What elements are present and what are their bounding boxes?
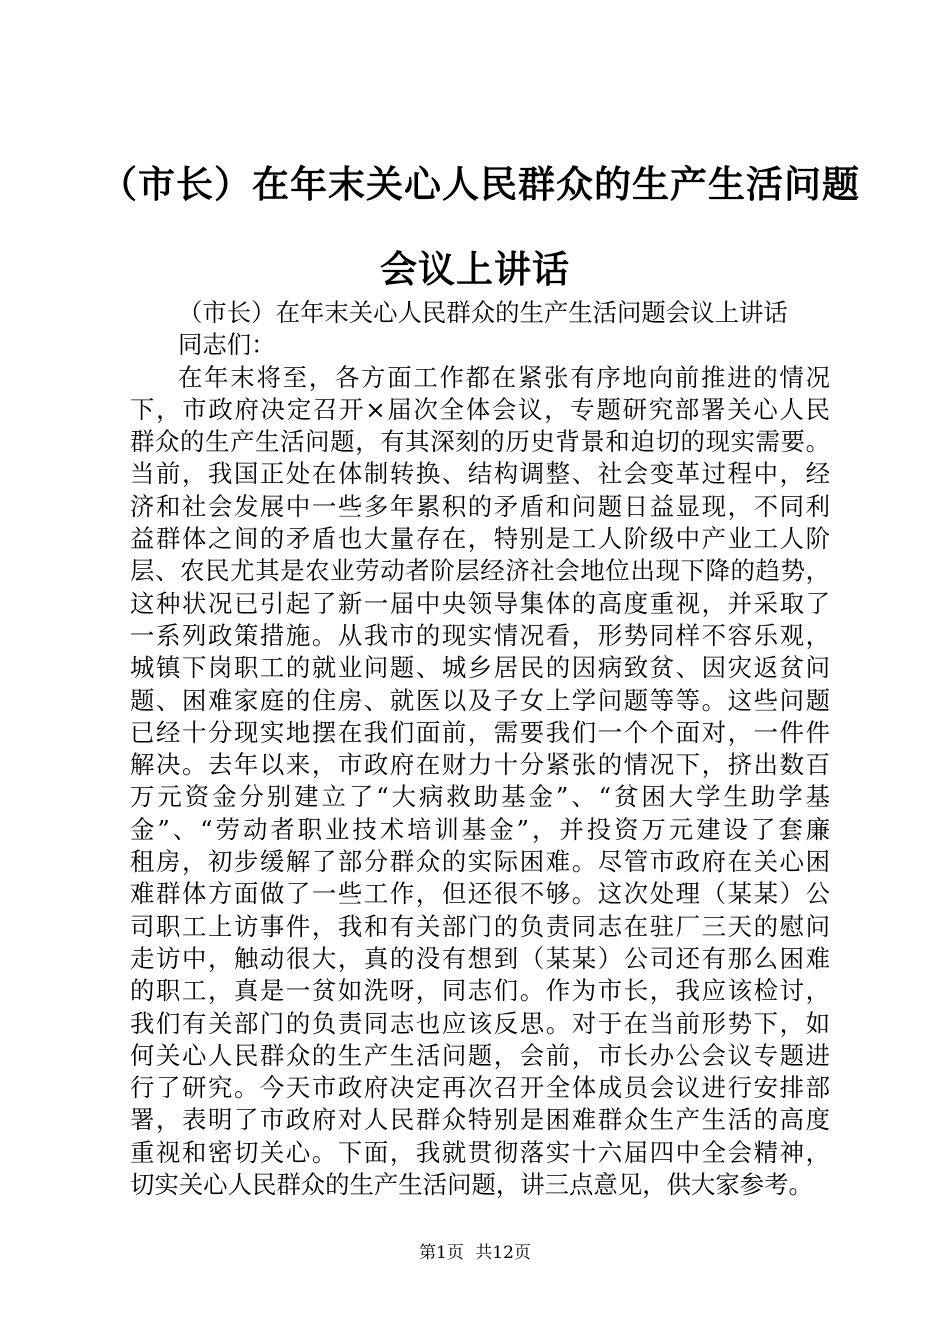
paragraph-line: 济和社会发展中一些多年累积的矛盾和问题日益显现，不同利 [130, 491, 830, 521]
document-title-line-2: 会议上讲话 [380, 247, 570, 291]
paragraph-line: 司职工上访事件，我和有关部门的负责同志在驻厂三天的慰问 [130, 911, 830, 941]
paragraph-line: 在年末将至，各方面工作都在紧张有序地向前推进的情况 [178, 362, 830, 392]
paragraph-line: 群众的生产生活问题，有其深刻的历史背景和迫切的现实需要。 [130, 427, 830, 457]
paragraph-line: 一系列政策措施。从我市的现实情况看，形势同样不容乐观， [130, 620, 830, 650]
paragraph-line: 我们有关部门的负责同志也应该反思。对于在当前形势下，如 [130, 1008, 830, 1038]
paragraph-line: 租房，初步缓解了部分群众的实际困难。尽管市政府在关心困 [130, 847, 830, 877]
document-subtitle: （市长）在年末关心人民群众的生产生活问题会议上讲话 [178, 298, 788, 327]
page-footer: 第1页 共12页 [419, 1243, 531, 1263]
paragraph-line: 行了研究。今天市政府决定再次召开全体成员会议进行安排部 [130, 1073, 830, 1103]
paragraph-line: 城镇下岗职工的就业问题、城乡居民的因病致贫、因灾返贫问 [130, 653, 830, 683]
paragraph-line: 的职工，真是一贫如洗呀，同志们。作为市长，我应该检讨， [130, 976, 830, 1006]
paragraph-line: 难群体方面做了一些工作，但还很不够。这次处理（某某）公 [130, 879, 830, 909]
paragraph-line: 何关心人民群众的生产生活问题，会前，市长办公会议专题进 [130, 1040, 830, 1070]
paragraph-line: 下，市政府决定召开×届次全体会议，专题研究部署关心人民 [130, 394, 830, 424]
paragraph-line: 题、困难家庭的住房、就医以及子女上学问题等等。这些问题 [130, 685, 830, 715]
paragraph-line: 金”、“劳动者职业技术培训基金”，并投资万元建设了套廉 [130, 814, 830, 844]
paragraph [130, 362, 830, 1202]
paragraph-line: 署，表明了市政府对人民群众特别是困难群众生产生活的高度 [130, 1105, 830, 1135]
paragraph-line: 走访中，触动很大，真的没有想到（某某）公司还有那么困难 [130, 943, 830, 973]
paragraph-line: 解决。去年以来，市政府在财力十分紧张的情况下，挤出数百 [130, 750, 830, 780]
paragraph-line: 益群体之间的矛盾也大量存在，特别是工人阶级中产业工人阶 [130, 524, 830, 554]
paragraph-line: 当前，我国正处在体制转换、结构调整、社会变革过程中，经 [130, 459, 830, 489]
salutation: 同志们： [178, 330, 276, 360]
paragraph-line: 层、农民尤其是农业劳动者阶层经济社会地位出现下降的趋势， [130, 556, 830, 586]
paragraph-line: 已经十分现实地摆在我们面前，需要我们一个个面对，一件件 [130, 717, 830, 747]
paragraph-line: 切实关心人民群众的生产生活问题，讲三点意见，供大家参考。 [130, 1170, 813, 1200]
document-body [130, 297, 830, 1201]
paragraph-line: 这种状况已引起了新一届中央领导集体的高度重视，并采取了 [130, 588, 830, 618]
document-title-line-1: （市长）在年末关心人民群众的生产生活问题 [100, 162, 860, 206]
paragraph-line: 万元资金分别建立了“大病救助基金”、“贫困大学生助学基 [130, 782, 830, 812]
paragraph-line: 重视和密切关心。下面，我就贯彻落实十六届四中全会精神， [130, 1137, 830, 1167]
